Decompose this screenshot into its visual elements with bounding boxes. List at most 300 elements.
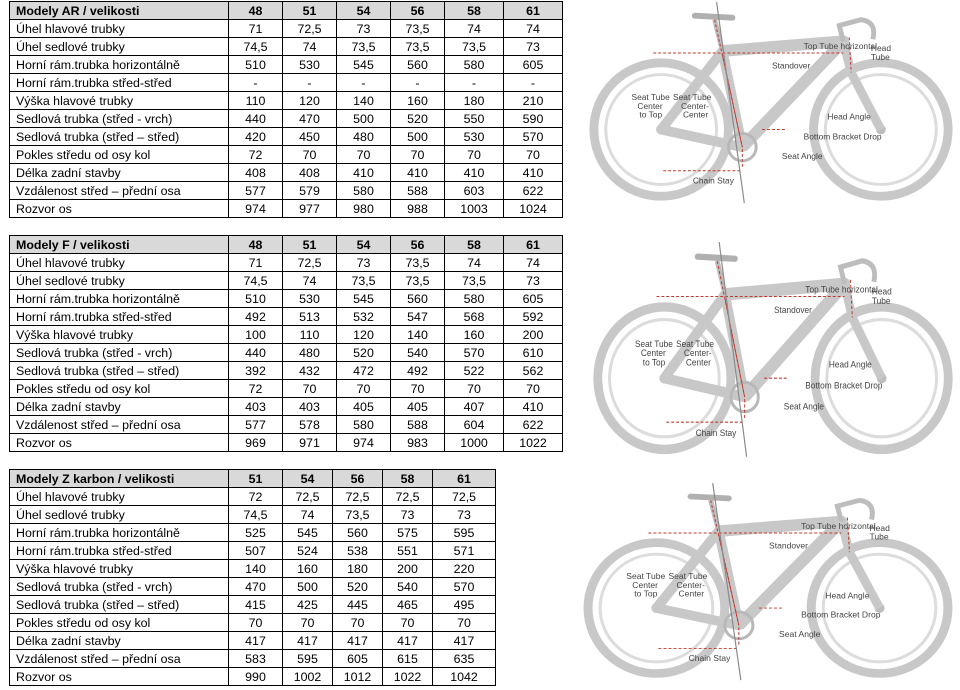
row-label: Úhel sedlové trubky	[10, 506, 229, 524]
value-cell: 605	[333, 650, 383, 668]
chain-stay-label: Chain Stay	[692, 175, 734, 186]
size-header: 54	[337, 236, 391, 254]
head-tube-label: Head	[870, 43, 892, 54]
value-cell: 545	[283, 524, 333, 542]
value-cell: 603	[445, 182, 504, 200]
value-cell: 980	[337, 200, 391, 218]
value-cell: 70	[391, 146, 445, 164]
value-cell: 200	[504, 326, 563, 344]
value-cell: 532	[337, 308, 391, 326]
size-header: 48	[229, 2, 283, 20]
value-cell: 570	[504, 128, 563, 146]
size-header: 58	[383, 470, 433, 488]
value-cell: 575	[383, 524, 433, 542]
head-tube-label-2: Tube	[870, 51, 890, 62]
head-angle-label: Head Angle	[827, 111, 871, 122]
value-cell: 73,5	[391, 272, 445, 290]
value-cell: 70	[333, 614, 383, 632]
row-label: Úhel sedlové trubky	[10, 38, 229, 56]
value-cell: 74	[504, 20, 563, 38]
size-header: 61	[504, 236, 563, 254]
value-cell: 570	[445, 344, 504, 362]
value-cell: 622	[504, 182, 563, 200]
row-label: Vzdálenost střed – přední osa	[10, 416, 229, 434]
value-cell: 70	[283, 380, 337, 398]
table-title: Modely F / velikosti	[10, 236, 229, 254]
head-tube-label-2: Tube	[871, 295, 891, 306]
value-cell: 72,5	[283, 488, 333, 506]
seat-tube-center-center-label-2: Center-	[680, 100, 709, 111]
value-cell: 70	[337, 146, 391, 164]
size-header: 56	[333, 470, 383, 488]
value-cell: 470	[283, 110, 337, 128]
value-cell: 410	[445, 164, 504, 182]
value-cell: -	[337, 74, 391, 92]
table-row	[10, 92, 563, 110]
row-label: Horní rám.trubka střed-střed	[10, 308, 229, 326]
value-cell: 604	[445, 416, 504, 434]
chain-stay-label: Chain Stay	[695, 427, 737, 438]
size-header: 61	[433, 470, 496, 488]
table-row	[10, 344, 563, 362]
value-cell: 971	[283, 434, 337, 452]
value-cell: 425	[283, 596, 333, 614]
seat-tube-center-top-label-3: to Top	[642, 357, 666, 368]
row-label: Pokles středu od osy kol	[10, 380, 229, 398]
value-cell: 410	[391, 164, 445, 182]
table-row	[10, 128, 563, 146]
value-cell: 73	[504, 272, 563, 290]
head-angle-label: Head Angle	[825, 590, 870, 601]
value-cell: 974	[337, 434, 391, 452]
value-cell: 977	[283, 200, 337, 218]
head-angle-label: Head Angle	[828, 359, 872, 370]
seat-tube-center-center-label-3: Center	[678, 588, 705, 599]
row-label: Vzdálenost střed – přední osa	[10, 650, 229, 668]
value-cell: 588	[391, 182, 445, 200]
top-tube-label: Top Tube horizontal	[801, 521, 876, 532]
value-cell: 540	[391, 344, 445, 362]
value-cell: 577	[229, 182, 283, 200]
value-cell: 1000	[445, 434, 504, 452]
value-cell: 70	[433, 614, 496, 632]
value-cell: 73,5	[445, 272, 504, 290]
value-cell: 72,5	[433, 488, 496, 506]
value-cell: 73,5	[333, 506, 383, 524]
value-cell: 560	[391, 56, 445, 74]
value-cell: 407	[445, 398, 504, 416]
size-header: 58	[445, 2, 504, 20]
table-row	[10, 506, 496, 524]
standover-label: Standover	[772, 60, 811, 71]
value-cell: 210	[504, 92, 563, 110]
value-cell: 160	[391, 92, 445, 110]
geometry-table-ar	[9, 1, 563, 218]
row-label: Délka zadní stavby	[10, 632, 229, 650]
value-cell: 615	[383, 650, 433, 668]
value-cell: 72,5	[283, 20, 337, 38]
value-cell: 550	[445, 110, 504, 128]
value-cell: 605	[504, 56, 563, 74]
top-tube-label: Top Tube horizontal	[805, 284, 878, 295]
table-row	[10, 38, 563, 56]
value-cell: 140	[337, 92, 391, 110]
value-cell: 440	[229, 110, 283, 128]
value-cell: 70	[229, 614, 283, 632]
value-cell: 70	[337, 380, 391, 398]
value-cell: 969	[229, 434, 283, 452]
value-cell: 72,5	[333, 488, 383, 506]
value-cell: 410	[504, 398, 563, 416]
value-cell: 590	[504, 110, 563, 128]
value-cell: 974	[229, 200, 283, 218]
value-cell: 592	[504, 308, 563, 326]
row-label: Délka zadní stavby	[10, 164, 229, 182]
bike-geometry-diagram-2	[588, 242, 960, 462]
value-cell: 415	[229, 596, 283, 614]
seat-tube-center-top-label-2: Center	[632, 580, 658, 590]
bike-geometry-diagram-1	[584, 2, 960, 208]
value-cell: 1012	[333, 668, 383, 686]
table-row	[10, 560, 496, 578]
value-cell: 545	[337, 290, 391, 308]
value-cell: 595	[283, 650, 333, 668]
head-tube-label-2: Tube	[869, 531, 889, 542]
value-cell: 74	[283, 506, 333, 524]
value-cell: 500	[391, 128, 445, 146]
value-cell: 73	[504, 38, 563, 56]
value-cell: -	[391, 74, 445, 92]
table-row	[10, 542, 496, 560]
table-row	[10, 524, 496, 542]
value-cell: 560	[391, 290, 445, 308]
row-label: Horní rám.trubka horizontálně	[10, 56, 229, 74]
size-header: 61	[504, 2, 563, 20]
value-cell: 72,5	[283, 254, 337, 272]
table-row	[10, 254, 563, 272]
table-row	[10, 416, 563, 434]
table-row	[10, 308, 563, 326]
value-cell: 408	[283, 164, 337, 182]
table-row	[10, 200, 563, 218]
value-cell: 445	[333, 596, 383, 614]
value-cell: 110	[229, 92, 283, 110]
value-cell: 432	[283, 362, 337, 380]
value-cell: 73,5	[391, 20, 445, 38]
table-row	[10, 146, 563, 164]
value-cell: 392	[229, 362, 283, 380]
value-cell: 73	[337, 254, 391, 272]
value-cell: 70	[283, 614, 333, 632]
size-header: 58	[445, 236, 504, 254]
table-row	[10, 326, 563, 344]
value-cell: 545	[337, 56, 391, 74]
seat-angle-label: Seat Angle	[779, 629, 821, 639]
value-cell: 70	[445, 146, 504, 164]
value-cell: 120	[337, 326, 391, 344]
value-cell: 420	[229, 128, 283, 146]
value-cell: 73,5	[337, 38, 391, 56]
value-cell: 551	[383, 542, 433, 560]
value-cell: 1024	[504, 200, 563, 218]
table-row	[10, 164, 563, 182]
value-cell: 70	[391, 380, 445, 398]
head-tube-label: Head	[869, 523, 890, 534]
geometry-table-f	[9, 235, 563, 452]
value-cell: 530	[283, 290, 337, 308]
standover-label: Standover	[769, 540, 808, 551]
row-label: Sedlová trubka (střed - vrch)	[10, 578, 229, 596]
bottom-bracket-drop-label: Bottom Bracket Drop	[803, 131, 882, 142]
table-row	[10, 632, 496, 650]
value-cell: -	[283, 74, 337, 92]
table-row	[10, 20, 563, 38]
value-cell: 70	[445, 380, 504, 398]
value-cell: 110	[283, 326, 337, 344]
value-cell: 580	[445, 56, 504, 74]
table-row	[10, 380, 563, 398]
top-tube-label: Top Tube horizontal	[803, 41, 877, 52]
value-cell: -	[229, 74, 283, 92]
size-header: 51	[229, 470, 283, 488]
table-row	[10, 56, 563, 74]
size-header: 48	[229, 236, 283, 254]
row-label: Pokles středu od osy kol	[10, 614, 229, 632]
seat-tube-center-top-label-3: to Top	[634, 588, 658, 599]
seat-tube-center-center-label: Seat Tube	[673, 92, 712, 103]
value-cell: 1022	[504, 434, 563, 452]
table-row	[10, 110, 563, 128]
row-label: Délka zadní stavby	[10, 398, 229, 416]
value-cell: 74	[445, 254, 504, 272]
value-cell: 180	[445, 92, 504, 110]
row-label: Rozvor os	[10, 200, 229, 218]
table-row	[10, 578, 496, 596]
row-label: Sedlová trubka (střed – střed)	[10, 128, 229, 146]
value-cell: 405	[391, 398, 445, 416]
value-cell: 524	[283, 542, 333, 560]
value-cell: 588	[391, 416, 445, 434]
value-cell: 140	[229, 560, 283, 578]
value-cell: 562	[504, 362, 563, 380]
size-header: 56	[391, 236, 445, 254]
value-cell: 72	[229, 146, 283, 164]
value-cell: 160	[283, 560, 333, 578]
value-cell: 580	[337, 416, 391, 434]
geometry-table-z	[9, 469, 496, 686]
value-cell: 450	[283, 128, 337, 146]
value-cell: 635	[433, 650, 496, 668]
value-cell: 520	[333, 578, 383, 596]
value-cell: 570	[433, 578, 496, 596]
row-label: Úhel hlavové trubky	[10, 254, 229, 272]
size-header: 54	[337, 2, 391, 20]
value-cell: 74,5	[229, 506, 283, 524]
seat-angle-label: Seat Angle	[781, 150, 823, 161]
value-cell: 540	[383, 578, 433, 596]
table-row	[10, 290, 563, 308]
value-cell: 577	[229, 416, 283, 434]
seat-tube-center-top-label: Seat Tube	[626, 571, 666, 582]
value-cell: 417	[383, 632, 433, 650]
value-cell: 520	[337, 344, 391, 362]
table-header-row	[10, 2, 563, 20]
seat-tube-center-center-label-2: Center-	[683, 347, 712, 359]
value-cell: 74	[283, 272, 337, 290]
table-header-row	[10, 470, 496, 488]
value-cell: 571	[433, 542, 496, 560]
value-cell: 120	[283, 92, 337, 110]
row-label: Sedlová trubka (střed – střed)	[10, 596, 229, 614]
seat-tube-center-top-label: Seat Tube	[631, 92, 670, 103]
size-header: 54	[283, 470, 333, 488]
table-row	[10, 74, 563, 92]
value-cell: 408	[229, 164, 283, 182]
table-row	[10, 596, 496, 614]
value-cell: 74	[445, 20, 504, 38]
value-cell: 417	[333, 632, 383, 650]
table-row	[10, 182, 563, 200]
value-cell: 513	[283, 308, 337, 326]
value-cell: 72	[229, 380, 283, 398]
value-cell: 988	[391, 200, 445, 218]
value-cell: 1003	[445, 200, 504, 218]
row-label: Výška hlavové trubky	[10, 560, 229, 578]
value-cell: 440	[229, 344, 283, 362]
value-cell: 500	[337, 110, 391, 128]
value-cell: 74	[283, 38, 337, 56]
value-cell: 74,5	[229, 272, 283, 290]
table-row	[10, 398, 563, 416]
value-cell: 70	[504, 146, 563, 164]
table-header-row	[10, 236, 563, 254]
value-cell: 983	[391, 434, 445, 452]
seat-tube-center-center-label: Seat Tube	[676, 338, 715, 349]
value-cell: 568	[445, 308, 504, 326]
value-cell: 530	[283, 56, 337, 74]
value-cell: 140	[391, 326, 445, 344]
value-cell: 405	[337, 398, 391, 416]
value-cell: 580	[445, 290, 504, 308]
value-cell: 595	[433, 524, 496, 542]
seat-tube-center-top-label-3: to Top	[639, 109, 663, 120]
row-label: Výška hlavové trubky	[10, 326, 229, 344]
value-cell: 74	[504, 254, 563, 272]
seat-tube-center-top-label-2: Center	[637, 100, 663, 111]
value-cell: 579	[283, 182, 337, 200]
value-cell: 610	[504, 344, 563, 362]
value-cell: 403	[283, 398, 337, 416]
value-cell: 73,5	[391, 38, 445, 56]
value-cell: 492	[229, 308, 283, 326]
row-label: Horní rám.trubka střed-střed	[10, 542, 229, 560]
row-label: Sedlová trubka (střed - vrch)	[10, 110, 229, 128]
table-row	[10, 434, 563, 452]
value-cell: 1022	[383, 668, 433, 686]
table-row	[10, 488, 496, 506]
value-cell: 72,5	[383, 488, 433, 506]
value-cell: 470	[229, 578, 283, 596]
row-label: Rozvor os	[10, 668, 229, 686]
head-tube-label: Head	[871, 286, 892, 297]
value-cell: 417	[433, 632, 496, 650]
row-label: Úhel hlavové trubky	[10, 488, 229, 506]
table-row	[10, 362, 563, 380]
value-cell: 417	[283, 632, 333, 650]
row-label: Horní rám.trubka střed-střed	[10, 74, 229, 92]
value-cell: 480	[283, 344, 337, 362]
value-cell: 492	[391, 362, 445, 380]
row-label: Úhel sedlové trubky	[10, 272, 229, 290]
value-cell: 507	[229, 542, 283, 560]
value-cell: -	[445, 74, 504, 92]
value-cell: 160	[445, 326, 504, 344]
row-label: Sedlová trubka (střed - vrch)	[10, 344, 229, 362]
value-cell: 583	[229, 650, 283, 668]
value-cell: 71	[229, 254, 283, 272]
value-cell: 70	[383, 614, 433, 632]
row-label: Horní rám.trubka horizontálně	[10, 524, 229, 542]
value-cell: 622	[504, 416, 563, 434]
size-header: 56	[391, 2, 445, 20]
seat-tube-center-center-label: Seat Tube	[668, 571, 708, 582]
table-row	[10, 668, 496, 686]
table-row	[10, 650, 496, 668]
value-cell: 220	[433, 560, 496, 578]
value-cell: 520	[391, 110, 445, 128]
value-cell: 580	[337, 182, 391, 200]
value-cell: 73	[433, 506, 496, 524]
bike-geometry-diagram-3	[578, 483, 960, 685]
row-label: Sedlová trubka (střed – střed)	[10, 362, 229, 380]
value-cell: 100	[229, 326, 283, 344]
value-cell: 70	[504, 380, 563, 398]
row-label: Horní rám.trubka horizontálně	[10, 290, 229, 308]
value-cell: 1042	[433, 668, 496, 686]
size-header: 51	[283, 236, 337, 254]
row-label: Rozvor os	[10, 434, 229, 452]
value-cell: 180	[333, 560, 383, 578]
table-row	[10, 272, 563, 290]
value-cell: 70	[283, 146, 337, 164]
value-cell: 410	[504, 164, 563, 182]
value-cell: 73,5	[391, 254, 445, 272]
seat-angle-label: Seat Angle	[783, 401, 825, 412]
seat-tube-center-center-label-3: Center	[685, 357, 711, 368]
value-cell: 73	[383, 506, 433, 524]
value-cell: 417	[229, 632, 283, 650]
value-cell: 510	[229, 290, 283, 308]
value-cell: 547	[391, 308, 445, 326]
value-cell: 495	[433, 596, 496, 614]
seat-tube-center-top-label-2: Center	[640, 347, 666, 359]
value-cell: -	[504, 74, 563, 92]
value-cell: 72	[229, 488, 283, 506]
row-label: Vzdálenost střed – přední osa	[10, 182, 229, 200]
value-cell: 480	[337, 128, 391, 146]
value-cell: 578	[283, 416, 337, 434]
row-label: Pokles středu od osy kol	[10, 146, 229, 164]
value-cell: 990	[229, 668, 283, 686]
seat-tube-center-center-label-2: Center-	[676, 580, 705, 590]
value-cell: 538	[333, 542, 383, 560]
value-cell: 73,5	[445, 38, 504, 56]
table-title: Modely Z karbon / velikosti	[10, 470, 229, 488]
table-row	[10, 614, 496, 632]
value-cell: 73	[337, 20, 391, 38]
value-cell: 74,5	[229, 38, 283, 56]
row-label: Výška hlavové trubky	[10, 92, 229, 110]
